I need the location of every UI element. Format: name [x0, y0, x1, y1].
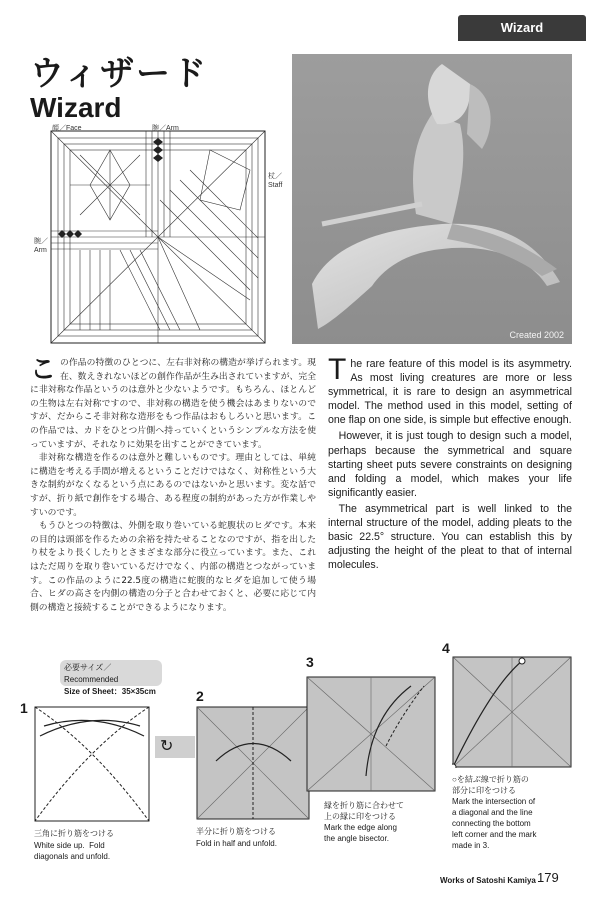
en-paragraph-1: he rare feature of this model is its asymmetry. As most living creatures are more or less symmetrical, it is rare to design an asymmetrical model. The method used in this model, setting of one flap on one side, is simple but effective enough.	[328, 358, 572, 427]
step-4-caption-jp: ○を結ぶ線で折り筋の 部分に印をつける	[452, 775, 529, 795]
en-paragraph-3: The asymmetrical part is well linked to the internal structure of the model, adding pleats to the basic 22.5° structure. You can establish this by adjusting the height of the pleat to that of internal molecules.	[328, 502, 572, 572]
jp-dropcap: こ	[30, 355, 57, 385]
jp-paragraph-1: の作品の特徴のひとつに、左右非対称の構造が挙げられます。現在、数えきれないほどの創作作品が生み出されていますが、完全に非対称な作品というのは意外と少ないようです。もちろん、ほとんどの生物は左右対称ですので、非対称の構造を使う機会はあまりないのですが、だからこそ非対称な造形をもつ作品はおもしろいと思います。この作品では、カドをひとつ片側へ持っていくというシンプルな方法を使っていますが、それなりに効果を出すことができています。	[30, 358, 316, 450]
japanese-text	[30, 357, 316, 615]
step-1-diagram	[34, 706, 150, 822]
step-4-caption-en: Mark the intersection of a diagonal and the line connecting the bottom left corner and the mark made in 3.	[452, 797, 537, 850]
face-label: 顔／Face	[52, 125, 82, 132]
jp-paragraph-3: もうひとつの特徴は、外側を取り巻いている蛇腹状のヒダです。本来の目的は頭部を作るための余裕を持たせることなのですが、指を出したり杖をより長くしたりとさまざまな部分に役立っています。また、これはただ周りを取り巻いているだけでなく、内部の構造とつながっています。この作品のように22.5度の構造に蛇腹的なヒダを追加して使う場合、ヒダの高さを内側の構造の分子と合わせておくと、必要に応じて内側の構造と接続することができるようになります。	[30, 521, 316, 613]
step-4-number: 4	[442, 640, 450, 656]
step-3-number: 3	[306, 654, 314, 670]
page-number: 179	[537, 870, 559, 885]
footer-credit: Works of Satoshi Kamiya	[440, 876, 536, 885]
step-1-caption-en: White side up. Fold diagonals and unfold.	[34, 841, 111, 861]
section-tab: Wizard	[458, 15, 586, 41]
step-3-caption-jp: 縁を折り筋に合わせて 上の縁に印をつける	[324, 801, 404, 821]
step-3-caption-en: Mark the edge along the angle bisector.	[324, 823, 397, 843]
step-4-diagram	[452, 656, 572, 768]
english-text	[328, 353, 572, 574]
step-1-caption-jp: 三角に折り筋をつける	[34, 829, 114, 838]
en-paragraph-2: However, it is just tough to design such a model, perhaps because the symmetrical and square starting sheet puts severe constraints on designing and folding a model, which makes your life significantly easier.	[328, 430, 572, 499]
photo-caption: Created 2002	[509, 330, 564, 340]
sheet-size-box	[60, 660, 162, 696]
step-1-number: 1	[20, 700, 28, 716]
staff-label: 杖／ Staff	[268, 173, 283, 189]
step-2-diagram	[196, 706, 310, 820]
sheet-size-line2: Size of Sheet：35×35cm	[64, 687, 156, 696]
title-english: Wizard	[30, 92, 122, 123]
wizard-figure-drawing	[292, 54, 572, 344]
sheet-size-line1: 必要サイズ／Recommended	[64, 663, 119, 684]
step-2-caption-jp: 半分に折り筋をつける	[196, 827, 276, 836]
crease-pattern-drawing	[50, 130, 266, 344]
step-2-caption-en: Fold in half and unfold.	[196, 839, 277, 848]
step-2-number: 2	[196, 688, 204, 704]
crease-pattern	[50, 130, 266, 344]
model-photo	[292, 54, 572, 344]
step-3-diagram	[306, 676, 436, 792]
en-dropcap: T	[328, 353, 347, 386]
arm-left-label: 腕／ Arm	[34, 238, 48, 254]
title-japanese: ウィザード	[30, 54, 208, 94]
jp-paragraph-2: 非対称な構造を作るのは意外と難しいものです。理由としては、単純に構造を考える手間が増えるということだけではなく、対称性という大きな制約がなくなるという点にあるのではないかと思います。変な話ですが、折り紙で創作をする場合、ある程度の制約があった方が作業しやすいのです。	[30, 453, 316, 518]
arm-top-label: 腕／Arm	[152, 125, 179, 132]
turn-over-icon: ↻	[160, 738, 174, 755]
